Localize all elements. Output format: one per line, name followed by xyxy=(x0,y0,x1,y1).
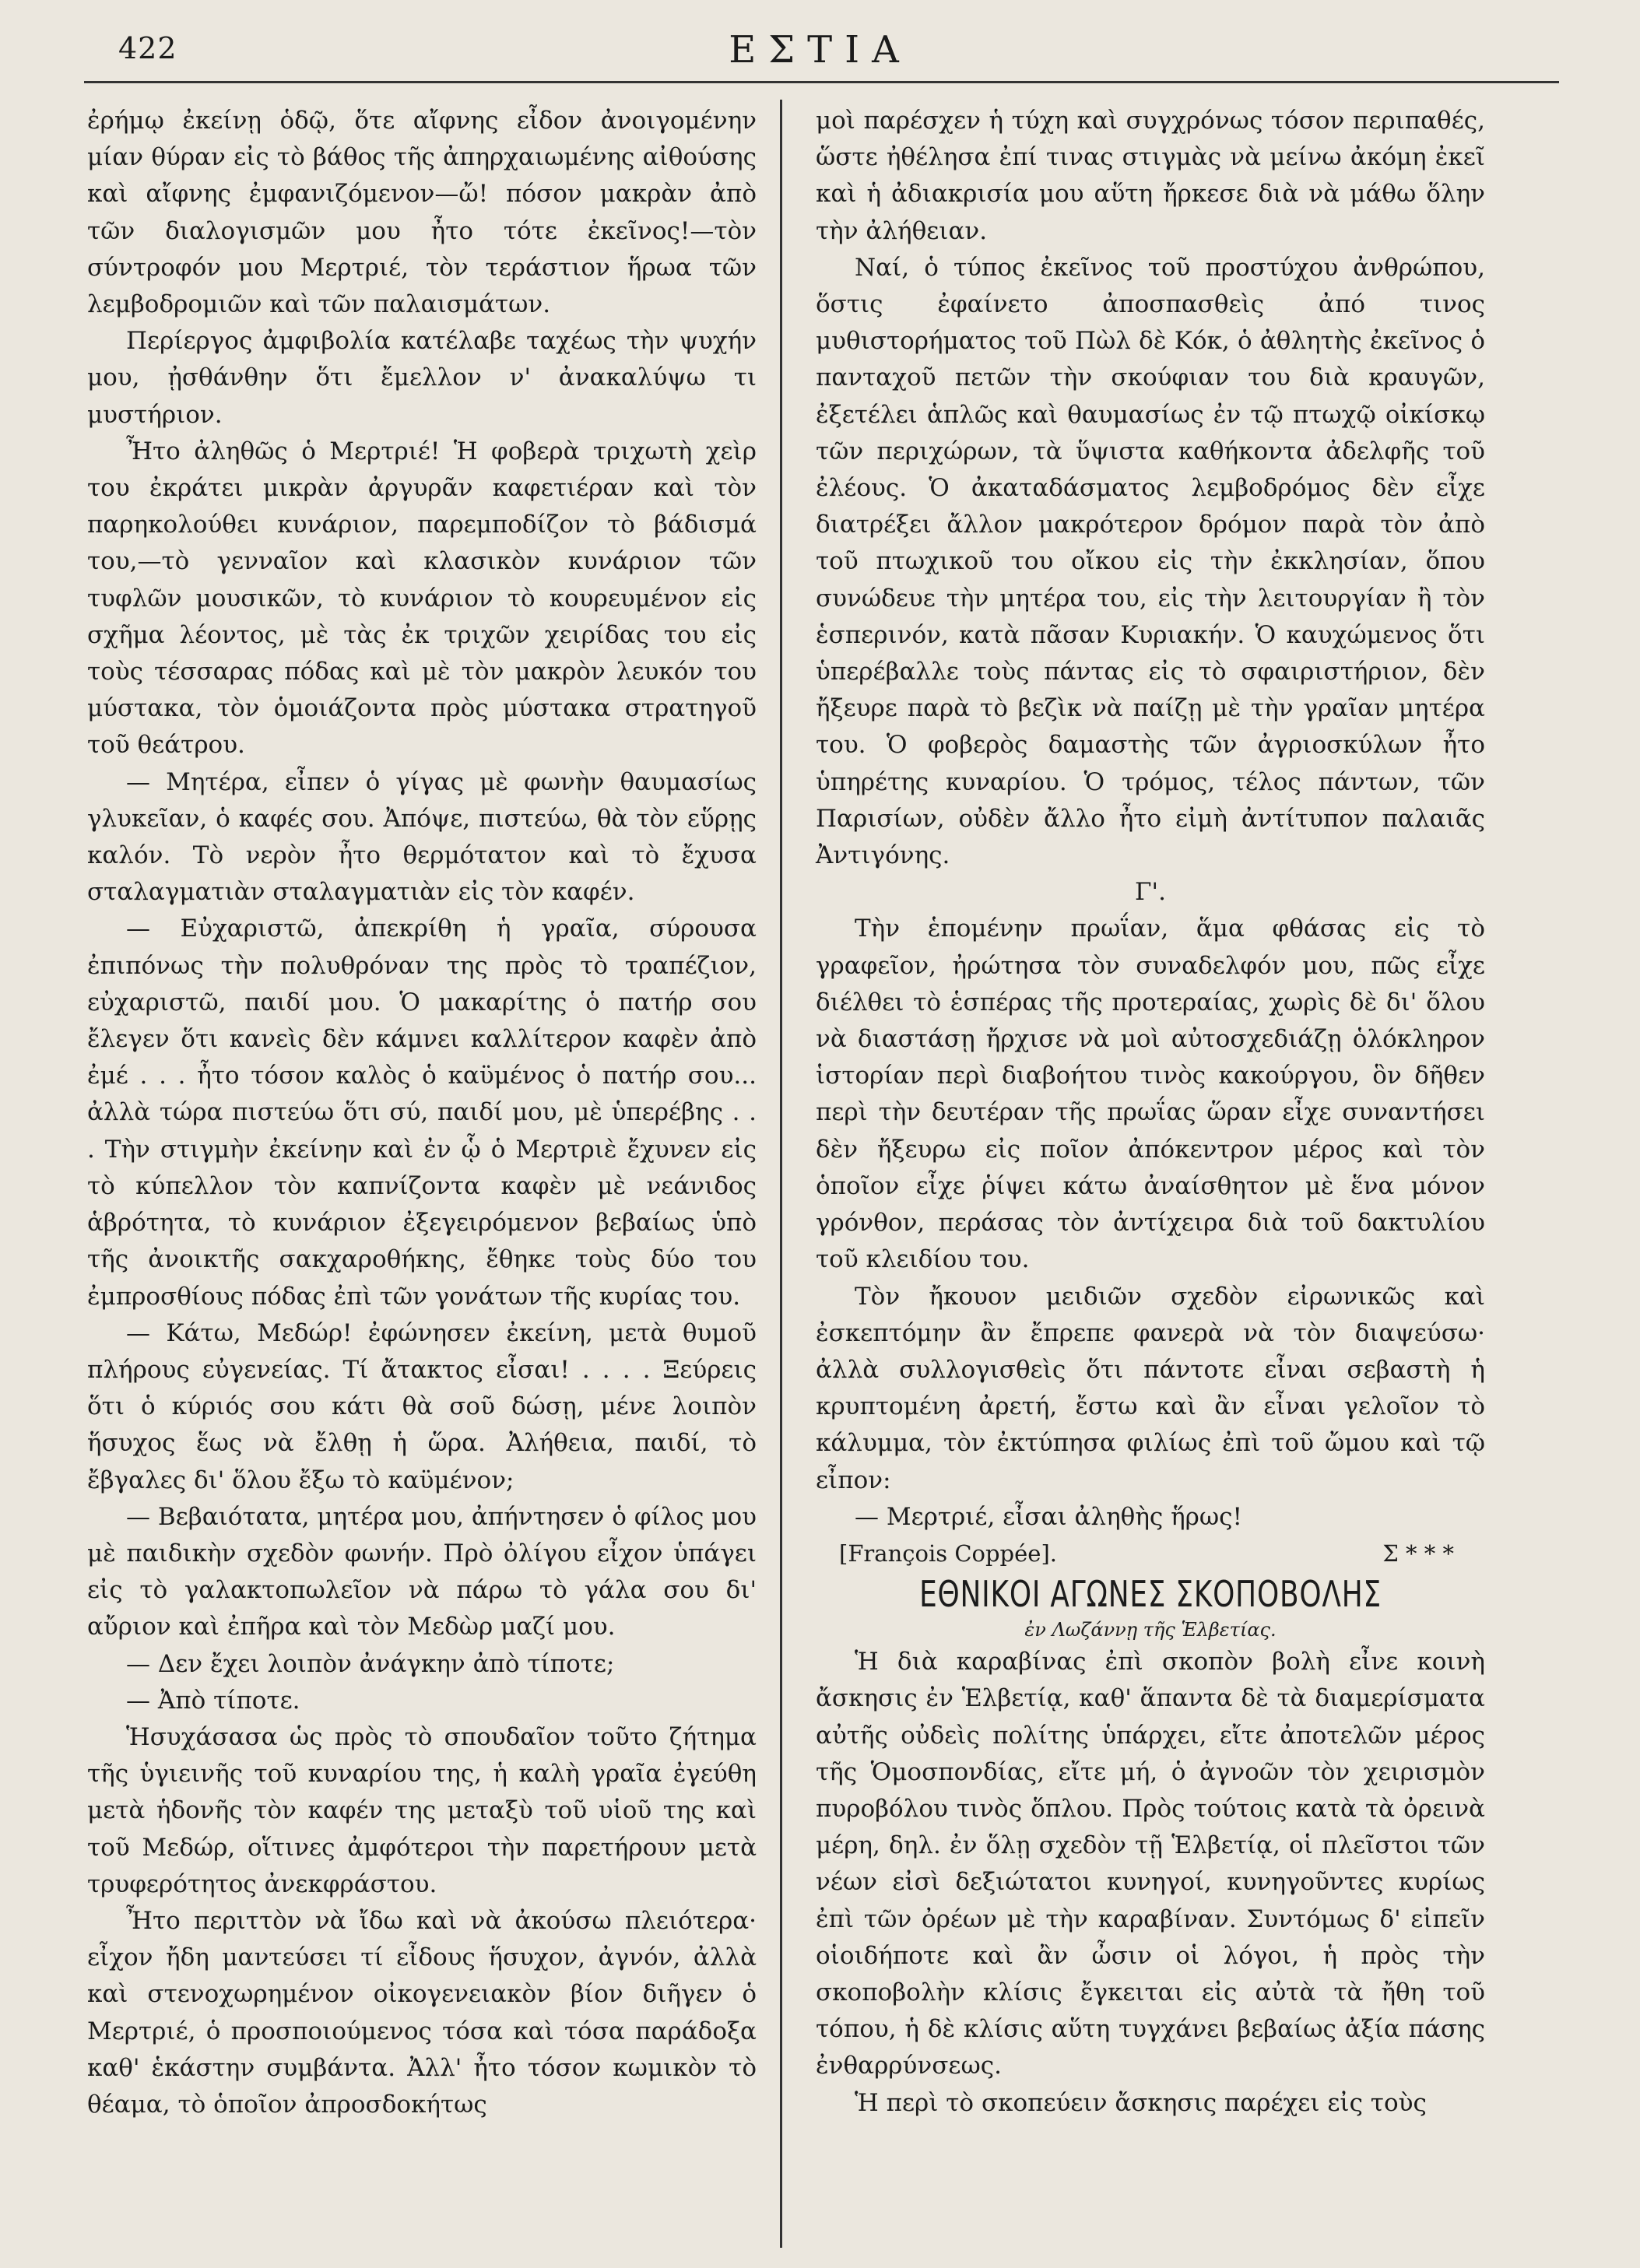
paragraph: Τὸν ἤκουον μειδιῶν σχεδὸν εἰρωνικῶς καὶ ἐσκεπτόμην ἂν ἔπρεπε φανερὰ νὰ τὸν διαψεύσω· ἀλλὰ συλλογισθεὶς ὅτι πάντοτε εἶναι σεβαστὴ ἡ κρυπτομένη ἀρετή, ἔστω καὶ ἂν εἶναι γελοῖον τὸ κάλυμμα, τὸν ἐκτύπησα φιλίως ἐπὶ τοῦ ὤμου καὶ τῷ εἶπον: xyxy=(816,1282,1485,1494)
page-number: 422 xyxy=(118,31,177,65)
attribution-signature: Σ * * * xyxy=(1382,1540,1454,1567)
closing-line: — Μερτριέ, εἶσαι ἀληθὴς ἥρως! xyxy=(855,1502,1242,1531)
left-column xyxy=(87,103,757,2123)
attribution-line xyxy=(816,1536,1485,1572)
attribution-source: [François Coppée]. xyxy=(839,1540,1057,1567)
paragraph: Ἡσυχάσασα ὡς πρὸς τὸ σπουδαῖον τοῦτο ζήτημα τῆς ὑγιεινῆς τοῦ κυναρίου της, ἡ καλὴ γραῖα ἐγεύθη μετὰ ἡδονῆς τὸν καφέν της μεταξὺ τοῦ υἱοῦ της καὶ τοῦ Μεδώρ, οἵτινες ἀμφότεροι τὴν παρετήρουν μετὰ τρυφερότητος ἀνεκφράστου. xyxy=(87,1722,757,1898)
paragraph: Ἦτο ἀληθῶς ὁ Μερτριέ! Ἡ φοβερὰ τριχωτὴ χεὶρ του ἐκράτει μικρὰν ἀργυρᾶν καφετιέραν καὶ τὸν παρηκολούθει κυνάριον, παρεμποδίζον τὸ βάδισμά του,—τὸ γενναῖον καὶ κλασικὸν κυνάριον τῶν τυφλῶν μουσικῶν, τὸ κυνάριον τὸ κουρευμένον εἰς σχῆμα λέοντος, μὲ τὰς ἐκ τριχῶν χειρίδας του εἰς τοὺς τέσσαρας πόδας καὶ μὲ τὸν μακρὸν λευκόν του μύστακα, τὸν ὁμοιάζοντα πρὸς μύστακα στρατηγοῦ τοῦ θεάτρου. xyxy=(87,437,757,760)
paragraph: — Δεν ἔχει λοιπὸν ἀνάγκην ἀπὸ τίποτε; xyxy=(126,1649,615,1678)
column-divider xyxy=(780,100,782,2248)
paragraph: — Ἀπὸ τίποτε. xyxy=(126,1686,300,1715)
paragraph: — Βεβαιότατα, μητέρα μου, ἀπήντησεν ὁ φίλος μου μὲ παιδικὴν σχεδὸν φωνήν. Πρὸ ὀλίγου εἶχον ὑπάγει εἰς τὸ γαλακτοπωλεῖον νὰ πάρω τὸ γάλα σου δι' αὔριον καὶ ἐπῆρα καὶ τὸν Μεδὼρ μαζί μου. xyxy=(87,1502,757,1641)
right-column xyxy=(816,103,1485,2122)
section-letter: Γ'. xyxy=(1135,878,1166,907)
paragraph: — Μητέρα, εἶπεν ὁ γίγας μὲ φωνὴν θαυμασίως γλυκεῖαν, ὁ καφές σου. Ἀπόψε, πιστεύω, θὰ τὸν εὕρῃς καλόν. Τὸ νερὸν ἦτο θερμότατον καὶ τὸ ἔχυσα σταλαγματιὰν σταλαγματιὰν εἰς τὸν καφέν. xyxy=(87,767,757,907)
paragraph: Ἡ περὶ τὸ σκοπεύειν ἄσκησις παρέχει εἰς τοὺς xyxy=(855,2088,1427,2117)
article-title: ΕΘΝΙΚΟΙ ΑΓΩΝΕΣ ΣΚΟΠΟΒΟΛΗΣ xyxy=(919,1573,1382,1616)
paragraph: ἐρήμῳ ἐκείνῃ ὁδῷ, ὅτε αἴφνης εἶδον ἀνοιγομένην μίαν θύραν εἰς τὸ βάθος τῆς ἀπηρχαιωμένης αἰθούσης καὶ αἴφνης ἐμφανιζόμενον—ὤ! πόσον μακρὰν ἀπὸ τῶν διαλογισμῶν μου ἦτο τότε ἐκεῖνος!—τὸν σύντροφόν μου Μερτριέ, τὸν τεράστιον ἥρωα τῶν λεμβοδρομιῶν καὶ τῶν παλαισμάτων. xyxy=(87,107,757,319)
paragraph: Περίεργος ἀμφιβολία κατέλαβε ταχέως τὴν ψυχήν μου, ᾐσθάνθην ὅτι ἔμελλον ν' ἀνακαλύψω τι μυστήριον. xyxy=(87,327,757,429)
paragraph: Ναί, ὁ τύπος ἐκεῖνος τοῦ προστύχου ἀνθρώπου, ὅστις ἐφαίνετο ἀποσπασθεὶς ἀπό τινος μυθιστορήματος τοῦ Πὼλ δὲ Κόκ, ὁ ἀθλητὴς ἐκεῖνος ὁ πανταχοῦ πετῶν τὴν σκούφιαν του διὰ κραυγῶν, ἐξετέλει ἁπλῶς καὶ θαυμασίως ἐν τῷ πτωχῷ οἰκίσκῳ τῶν περιχώρων, τὰ ὕψιστα καθήκοντα ἀδελφῆς τοῦ ἐλέους. Ὁ ἀκαταδάσματος λεμβοδρόμος δὲν εἶχε διατρέξει ἄλλον μακρότερον δρόμον παρὰ τὸν ἀπὸ τοῦ πτωχικοῦ του οἴκου εἰς τὴν ἐκκλησίαν, ὅπου συνώδευε τὴν μητέρα του, εἰς τὴν λειτουργίαν ἢ τὸν ἑσπερινόν, κατὰ πᾶσαν Κυριακήν. Ὁ καυχώμενος ὅτι ὑπερέβαλλε τοὺς πάντας εἰς τὸ σφαιριστήριον, δὲν ἤξευρε παρὰ τὸ βεζὶκ νὰ παίζῃ μὲ τὴν γραῖαν μητέρα του. Ὁ φοβερὸς δαμαστὴς τῶν ἀγριοσκύλων ἦτο ὑπηρέτης κυναρίου. Ὁ τρόμος, τέλος πάντων, τῶν Παρισίων, οὐδὲν ἄλλο ἦτο εἰμὴ ἀντίτυπον παλαιᾶς Ἀντιγόνης. xyxy=(816,253,1485,870)
header-rule xyxy=(84,81,1559,83)
paragraph: — Κάτω, Μεδώρ! ἐφώνησεν ἐκείνη, μετὰ θυμοῦ πλήρους εὐγενείας. Τί ἄτακτος εἶσαι! . . . . Ξεύρεις ὅτι ὁ κύριός σου κάτι θὰ σοῦ δώσῃ, μένε λοιπὸν ἥσυχος ἕως νὰ ἔλθῃ ἡ ὥρα. Ἀλήθεια, παιδί, τὸ ἔβγαλες δι' ὅλου ἔξω τὸ καϋμένον; xyxy=(87,1318,757,1494)
paragraph: Ἡ διὰ καραβίνας ἐπὶ σκοπὸν βολὴ εἶνε κοινὴ ἄσκησις ἐν Ἑλβετίᾳ, καθ' ἅπαντα δὲ τὰ διαμερίσματα αὐτῆς οὐδεὶς πολίτης ὑπάρχει, εἴτε ἀποτελῶν μέρος τῆς Ὁμοσπονδίας, εἴτε μή, ὁ ἀγνοῶν τὸν χειρισμὸν πυροβόλου τινὸς ὅπλου. Πρὸς τούτοις κατὰ τὰ ὀρεινὰ μέρη, δηλ. ἐν ὅλῃ σχεδὸν τῇ Ἑλβετίᾳ, οἱ πλεῖστοι τῶν νέων εἰσὶ δεξιώτατοι κυνηγοί, κυνηγοῦντες κυρίως ἐπὶ τῶν ὀρέων μὲ τὴν καραβίναν. Συντόμως δ' εἰπεῖν οἱοιδήποτε καὶ ἂν ὦσιν οἱ λόγοι, ἡ πρὸς τὴν σκοποβολὴν κλίσις ἔγκειται εἰς αὐτὰ τὰ ἤθη τοῦ τόπου, ἡ δὲ κλίσις αὕτη τυγχάνει βεβαίως ἀξία πάσης ἐνθαρρύνσεως. xyxy=(816,1648,1485,2080)
paragraph: — Εὐχαριστῶ, ἀπεκρίθη ἡ γραῖα, σύρουσα ἐπιπόνως τὴν πολυθρόναν της πρὸς τὸ τραπέζιον, εὐχαριστῶ, παιδί μου. Ὁ μακαρίτης ὁ πατήρ σου ἔλεγεν ὅτι κανεὶς δὲν κάμνει καλλίτερον καφὲν ἀπὸ ἐμέ . . . ἦτο τόσον καλὸς ὁ καϋμένος ὁ πατήρ σου... ἀλλὰ τώρα πιστεύω ὅτι σύ, παιδί μου, μὲ ὑπερέβης . . . Τὴν στιγμὴν ἐκείνην καὶ ἐν ᾧ ὁ Μερτριὲ ἔχυνεν εἰς τὸ κύπελλον τὸν καπνίζοντα καφὲν μὲ νεάνιδος ἁβρότητα, τὸ κυνάριον ἐξεγειρόμενον βεβαίως ὑπὸ τῆς ἀνοικτῆς σακχαροθήκης, ἔθηκε τοὺς δύο του ἐμπροσθίους πόδας ἐπὶ τῶν γονάτων τῆς κυρίας του. xyxy=(87,915,757,1311)
paragraph: μοὶ παρέσχεν ἡ τύχη καὶ συγχρόνως τόσον περιπαθές, ὥστε ἠθέλησα ἐπί τινας στιγμὰς νὰ μείνω ἀκόμη ἐκεῖ καὶ ἡ ἀδιακρισία μου αὕτη ἤρκεσε διὰ νὰ μάθω ὅλην τὴν ἀλήθειαν. xyxy=(816,107,1485,245)
journal-title: ΕΣΤΙΑ xyxy=(729,28,911,72)
paragraph: Τὴν ἑπομένην πρωΐαν, ἅμα φθάσας εἰς τὸ γραφεῖον, ἠρώτησα τὸν συναδελφόν μου, πῶς εἶχε διέλθει τὸ ἑσπέρας τῆς προτεραίας, χωρὶς δὲ δι' ὅλου νὰ διαστάσῃ ἤρχισε νὰ μοὶ αὐτοσχεδιάζῃ ὁλόκληρον ἱστορίαν περὶ διαβοήτου τινὸς κακούργου, ὃν δῆθεν περὶ τὴν δευτέραν τῆς πρωΐας ὥραν εἶχε συναντήσει δὲν ἤξευρω εἰς ποῖον ἀπόκεντρον μέρος καὶ τὸν ὁποῖον εἶχε ῥίψει κάτω ἀναίσθητον μὲ ἕνα μόνον γρόνθον, περάσας τὸν ἀντίχειρα διὰ τοῦ δακτυλίου τοῦ κλειδίου του. xyxy=(816,915,1485,1274)
paragraph: Ἦτο περιττὸν νὰ ἴδω καὶ νὰ ἀκούσω πλειότερα· εἶχον ἤδη μαντεύσει τί εἶδους ἥσυχον, ἀγνόν, ἀλλὰ καὶ στενοχωρημένον οἰκογενειακὸν βίον διῆγεν ὁ Μερτριέ, ὁ προσποιούμενος τόσα καὶ τόσα παράδοξα καθ' ἑκάστην συμβάντα. Ἀλλ' ἦτο τόσον κωμικὸν τὸ θέαμα, τὸ ὁποῖον ἀπροσδοκήτως xyxy=(87,1906,757,2119)
article-subtitle: ἐν Λωζάννῃ τῆς Ἑλβετίας. xyxy=(1024,1619,1277,1641)
